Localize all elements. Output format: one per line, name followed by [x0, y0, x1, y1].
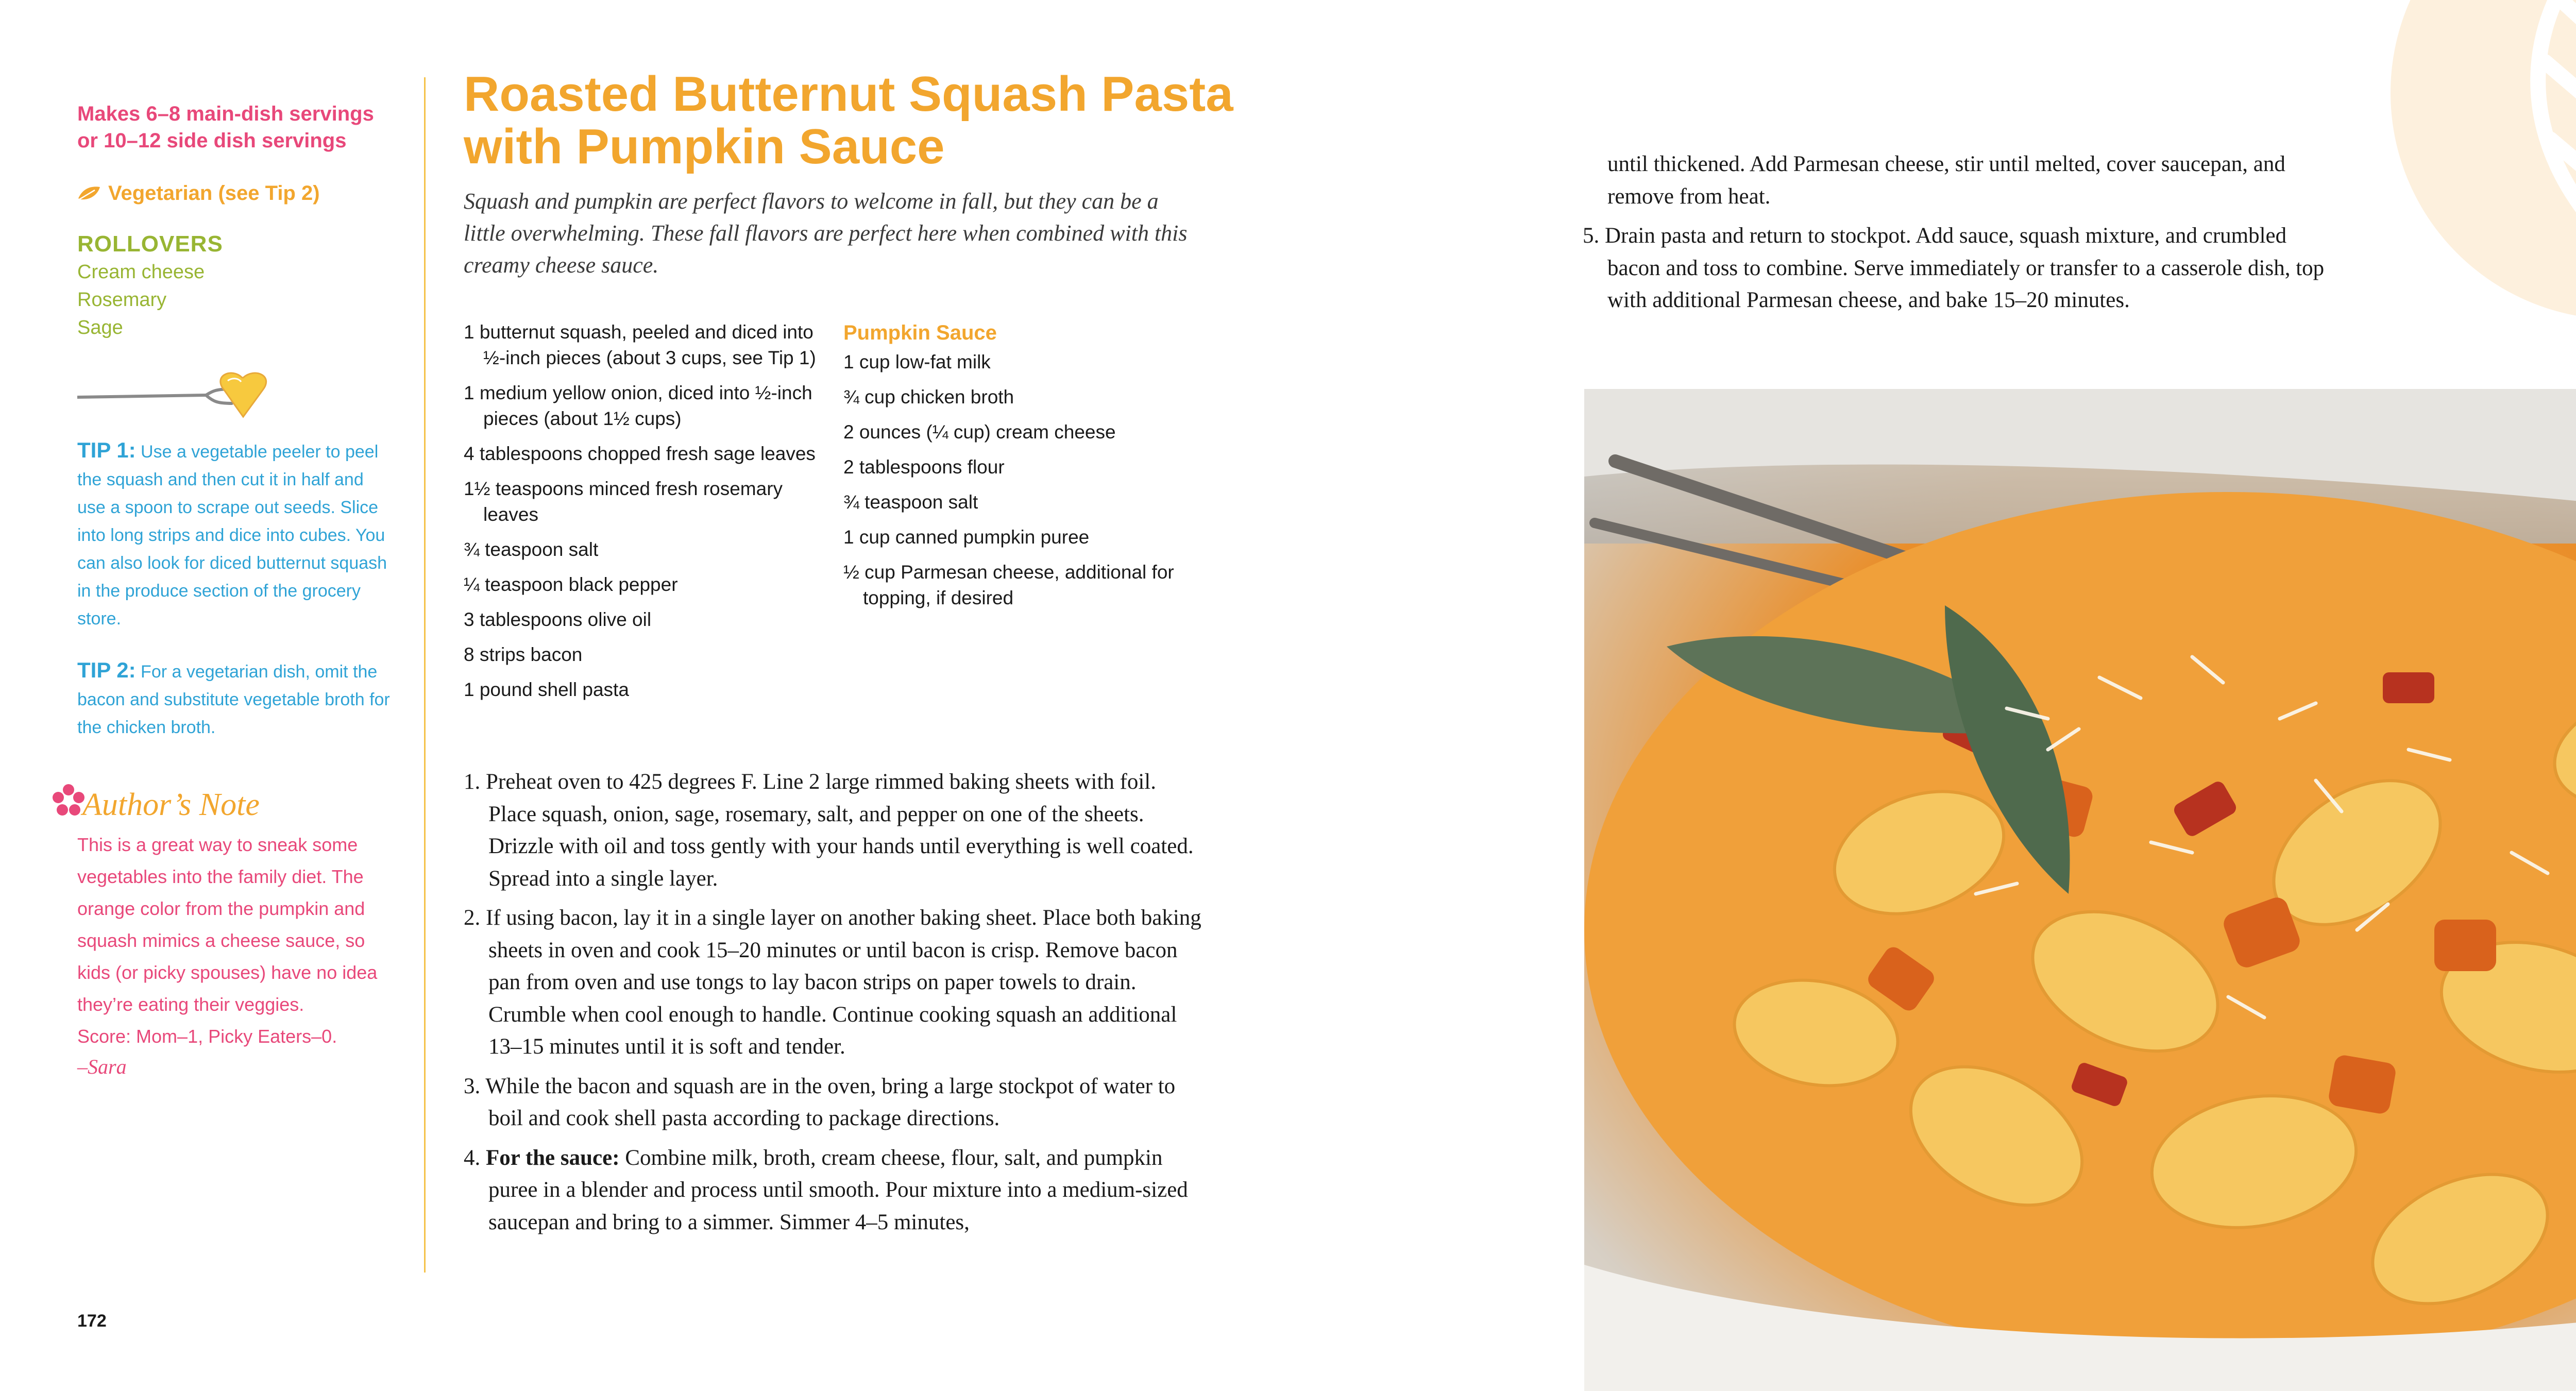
recipe-title: Roasted Butternut Squash Pasta with Pumpkin Sauce — [464, 66, 1233, 174]
instruction-step — [1583, 220, 2329, 317]
sauce-heading: Pumpkin Sauce — [843, 321, 997, 344]
rollovers-heading: ROLLOVERS — [77, 231, 223, 257]
tip-2 — [77, 656, 392, 741]
step-number: 4. — [464, 1145, 481, 1170]
authors-note-text: This is a great way to sneak some vegetables into the family diet. The orange color from the pumpkin and squash mimics a cheese sauce, so kids (or picky spouses) have no idea they’re eating their veggies. — [77, 834, 378, 1015]
leaf-icon — [77, 185, 101, 201]
tip-text: Use a vegetable peeler to peel the squash and then cut it in half and use a spoon to scrape out seeds. Slice into long strips and dice into cubes. You can also look for diced butternut squash in the produce section of the grocery store. — [77, 442, 387, 629]
ingredient-item: 4 tablespoons chopped fresh sage leaves — [464, 443, 816, 464]
pasta-photo — [1584, 389, 2576, 1391]
authors-note-signature: –Sara — [77, 1055, 127, 1078]
tip-text: For a vegetarian dish, omit the bacon and substitute vegetable broth for the chicken broth. — [77, 662, 390, 737]
flower-icon — [50, 783, 87, 819]
ingredient-item: 1 medium yellow onion, diced into ½-inch pieces (about 1½ cups) — [464, 382, 812, 429]
step-number: 2. — [464, 906, 481, 930]
ingredient-item: ¼ teaspoon black pepper — [464, 574, 678, 595]
page-number: 172 — [77, 1311, 107, 1331]
instruction-step — [464, 1071, 1206, 1135]
rollover-item: Rosemary — [77, 289, 167, 311]
step-text: Preheat oven to 425 degrees F. Line 2 large rimmed baking sheets with foil. Place squash, onion, sage, rosemary, salt, and pepper on one of the sheets. Drizzle with oil and toss gently with your hands until everything is well coated. Spread into a single layer. — [486, 770, 1194, 891]
tip-label: TIP 2: — [77, 658, 136, 682]
sauce-ingredient-list — [843, 319, 1214, 620]
step-text: Drain pasta and return to stockpot. Add sauce, squash mixture, and crumbled bacon and toss to combine. Serve immediately or transfer to a casserole dish, top with additional Parmesan cheese, and bake 15–20 minutes. — [1605, 224, 2325, 312]
leaf-decoration-icon — [2380, 0, 2576, 340]
sauce-ingredient-item: 1 cup low-fat milk — [843, 351, 991, 372]
ingredient-item: 1 pound shell pasta — [464, 679, 629, 700]
rollover-item: Cream cheese — [77, 261, 205, 283]
sauce-ingredient-item: ½ cup Parmesan cheese, additional for topping, if desired — [843, 562, 1174, 608]
step-4-continued: until thickened. Add Parmesan cheese, stir until melted, cover saucepan, and remove from heat. — [1607, 152, 2285, 209]
step-number: 1. — [464, 770, 481, 794]
step-text: If using bacon, lay it in a single layer on another baking sheet. Place both baking sheets in oven and cook 15–20 minutes or until bacon is crisp. Remove bacon pan from oven and use tongs to lay bacon strips on paper towels to drain. Crumble when cool enough to handle. Continue cooking squash an additional 13–15 minutes until it is soft and tender. — [486, 906, 1201, 1059]
authors-note-score: Score: Mom–1, Picky Eaters–0. — [77, 1026, 337, 1047]
column-divider — [424, 77, 426, 1273]
sauce-ingredient-item: ¾ teaspoon salt — [843, 491, 978, 513]
step-text: While the bacon and squash are in the oven, bring a large stockpot of water to boil and cook shell pasta according to package directions. — [485, 1074, 1176, 1130]
sauce-ingredient-item: 2 tablespoons flour — [843, 456, 1005, 478]
ingredient-item: 1 butternut squash, peeled and diced into ½-inch pieces (about 3 cups, see Tip 1) — [464, 321, 816, 368]
step-number: 5. — [1583, 224, 1600, 248]
ingredient-item: 3 tablespoons olive oil — [464, 609, 652, 630]
step-text: Combine milk, broth, cream cheese, flour, salt, and pumpkin puree in a blender and process until smooth. Pour mixture into a medium-sized saucepan and bring to a simmer. Simmer 4–5 minutes, — [488, 1145, 1188, 1234]
fork-heart-icon — [77, 365, 392, 422]
authors-note-heading: Author’s Note — [82, 787, 260, 822]
sauce-ingredient-item: 1 cup canned pumpkin puree — [843, 527, 1090, 548]
tip-label: TIP 1: — [77, 438, 136, 462]
step-bold-label: For the sauce: — [486, 1145, 620, 1170]
vegetarian-label: Vegetarian (see Tip 2) — [108, 182, 320, 205]
instruction-step — [464, 902, 1206, 1063]
instruction-step — [464, 1142, 1206, 1239]
step-number: 3. — [464, 1074, 481, 1098]
instruction-steps — [464, 766, 1206, 1246]
sauce-ingredient-item: 2 ounces (¼ cup) cream cheese — [843, 421, 1116, 443]
ingredient-list — [464, 319, 824, 712]
rollover-item: Sage — [77, 317, 123, 338]
authors-note-heading-row — [77, 777, 392, 829]
vegetarian-note — [77, 180, 392, 207]
tip-1 — [77, 436, 392, 633]
recipe-intro: Squash and pumpkin are perfect flavors to welcome in fall, but they can be a little overwhelming. These fall flavors are perfect here when combined with this creamy cheese sauce. — [464, 189, 1188, 278]
ingredient-item: ¾ teaspoon salt — [464, 539, 599, 560]
instruction-step — [464, 766, 1206, 895]
servings-text: Makes 6–8 main-dish servings or 10–12 side dish servings — [77, 103, 374, 152]
ingredient-item: 1½ teaspoons minced fresh rosemary leaves — [464, 478, 783, 525]
ingredient-item: 8 strips bacon — [464, 644, 583, 665]
instruction-steps-continued — [1583, 148, 2329, 324]
recipe-sidebar — [77, 100, 392, 1079]
sauce-ingredient-item: ¾ cup chicken broth — [843, 386, 1014, 408]
